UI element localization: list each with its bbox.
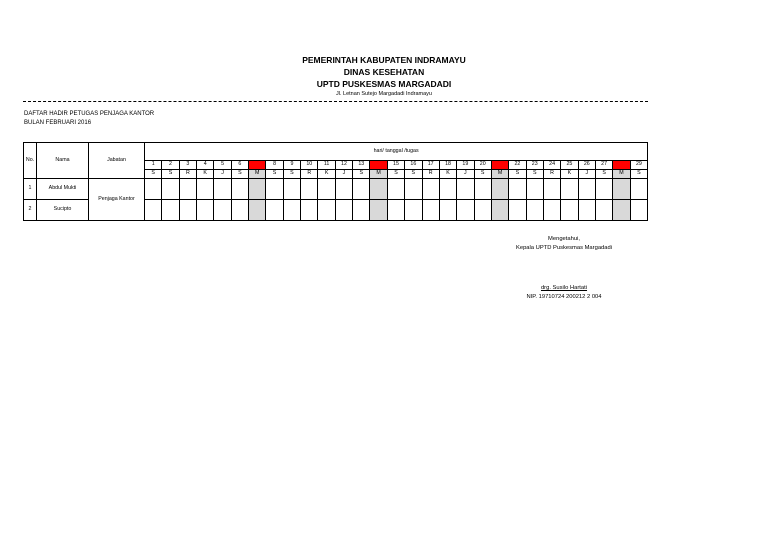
attendance-cell [162,179,179,200]
date-cell: 18 [439,161,456,170]
date-cell: 12 [335,161,352,170]
day-code-cell: J [214,170,231,179]
day-code-cell: S [526,170,543,179]
signature-name: drg. Susilo Hartati [540,285,588,291]
attendance-cell [231,200,248,221]
day-code-cell: S [162,170,179,179]
table-row [24,179,648,200]
row-number: 2 [24,200,37,221]
column-header-days: hari/ tanggal /tugas [145,143,648,161]
attendance-cell [474,200,491,221]
date-cell: 20 [474,161,491,170]
date-cell: 6 [231,161,248,170]
attendance-cell [318,179,335,200]
attendance-cell [335,179,352,200]
day-code-cell: J [578,170,595,179]
attendance-cell [595,200,612,221]
column-header-no: No. [24,143,37,179]
date-cell: 10 [301,161,318,170]
day-code-cell: R [301,170,318,179]
date-cell: 2 [162,161,179,170]
attendance-cell [353,200,370,221]
attendance-cell [457,200,474,221]
date-cell: 4 [197,161,214,170]
attendance-cell [439,200,456,221]
signature-acknowledged: Mengetahui, [548,236,580,242]
header-divider [23,101,648,102]
attendance-cell [543,200,560,221]
day-code-cell: K [197,170,214,179]
date-cell: 26 [578,161,595,170]
attendance-cell [162,200,179,221]
attendance-cell [249,200,266,221]
day-code-cell: S [353,170,370,179]
attendance-cell [578,200,595,221]
date-cell: 8 [266,161,283,170]
attendance-cell [197,200,214,221]
attendance-cell [439,179,456,200]
attendance-table [23,142,648,221]
date-cell: 7 [249,161,266,170]
attendance-cell [613,200,630,221]
day-code-cell: S [630,170,648,179]
row-name: Abdul Mukti [37,179,89,200]
day-code-cell: K [561,170,578,179]
day-code-cell: S [387,170,404,179]
attendance-cell [145,179,162,200]
row-jabatan: Penjaga Kantor [89,179,145,221]
date-cell: 28 [613,161,630,170]
date-cell: 21 [491,161,508,170]
day-code-cell: J [335,170,352,179]
date-cell: 16 [405,161,422,170]
day-code-cell: S [509,170,526,179]
date-cell: 3 [179,161,196,170]
day-code-cell: S [405,170,422,179]
signature-nip: NIP. 19710724 200212 2 004 [526,294,602,300]
day-code-cell: M [613,170,630,179]
attendance-cell [561,179,578,200]
date-cell: 22 [509,161,526,170]
attendance-cell [214,179,231,200]
attendance-cell [370,179,387,200]
document-title: DAFTAR HADIR PETUGAS PENJAGA KANTOR [24,111,155,117]
attendance-cell [526,200,543,221]
day-code-cell: S [145,170,162,179]
attendance-cell [630,200,648,221]
attendance-cell [370,200,387,221]
attendance-cell [422,179,439,200]
day-code-cell: M [370,170,387,179]
attendance-cell [405,179,422,200]
attendance-cell [266,200,283,221]
attendance-cell [301,200,318,221]
attendance-cell [283,200,300,221]
attendance-cell [197,179,214,200]
column-header-nama: Nama [37,143,89,179]
date-cell: 5 [214,161,231,170]
attendance-cell [283,179,300,200]
day-code-cell: R [179,170,196,179]
attendance-cell [509,200,526,221]
date-cell: 11 [318,161,335,170]
date-cell: 24 [543,161,560,170]
day-code-cell: R [543,170,560,179]
date-cell: 27 [595,161,612,170]
date-cell: 9 [283,161,300,170]
header-line-3: UPTD PUSKESMAS MARGADADI [316,79,452,89]
attendance-cell [179,179,196,200]
attendance-cell [318,200,335,221]
attendance-cell [179,200,196,221]
date-cell: 17 [422,161,439,170]
attendance-cell [387,200,404,221]
day-code-cell: S [266,170,283,179]
attendance-cell [457,179,474,200]
attendance-cell [353,179,370,200]
date-cell: 19 [457,161,474,170]
attendance-cell [595,179,612,200]
attendance-cell [526,179,543,200]
attendance-cell [561,200,578,221]
document-period: BULAN FEBRUARI 2016 [24,120,92,126]
attendance-cell [387,179,404,200]
date-cell: 23 [526,161,543,170]
attendance-cell [543,179,560,200]
day-code-cell: S [283,170,300,179]
row-name: Sucipto [37,200,89,221]
attendance-cell [474,179,491,200]
day-code-cell: K [318,170,335,179]
day-code-cell: S [231,170,248,179]
attendance-cell [249,179,266,200]
day-code-cell: R [422,170,439,179]
column-header-jabatan: Jabatan [89,143,145,179]
attendance-cell [405,200,422,221]
attendance-cell [491,179,508,200]
attendance-cell [422,200,439,221]
date-cell: 15 [387,161,404,170]
day-code-cell: S [595,170,612,179]
date-cell: 1 [145,161,162,170]
attendance-cell [509,179,526,200]
day-code-cell: S [474,170,491,179]
date-cell: 13 [353,161,370,170]
attendance-cell [145,200,162,221]
attendance-cell [491,200,508,221]
attendance-cell [266,179,283,200]
attendance-cell [231,179,248,200]
signature-position: Kepala UPTD Puskesmas Margadadi [515,245,612,251]
header-address: Jl. Letnan Sutejo Margadadi Indramayu [335,91,432,97]
attendance-cell [613,179,630,200]
day-code-cell: M [249,170,266,179]
date-cell: 25 [561,161,578,170]
attendance-cell [578,179,595,200]
attendance-cell [214,200,231,221]
header-line-1: PEMERINTAH KABUPATEN INDRAMAYU [302,55,466,65]
attendance-cell [630,179,648,200]
date-cell: 14 [370,161,387,170]
row-number: 1 [24,179,37,200]
day-code-cell: K [439,170,456,179]
date-cell: 29 [630,161,648,170]
day-code-cell: J [457,170,474,179]
header-line-2: DINAS KESEHATAN [343,67,425,77]
attendance-cell [301,179,318,200]
day-code-cell: M [491,170,508,179]
attendance-cell [335,200,352,221]
